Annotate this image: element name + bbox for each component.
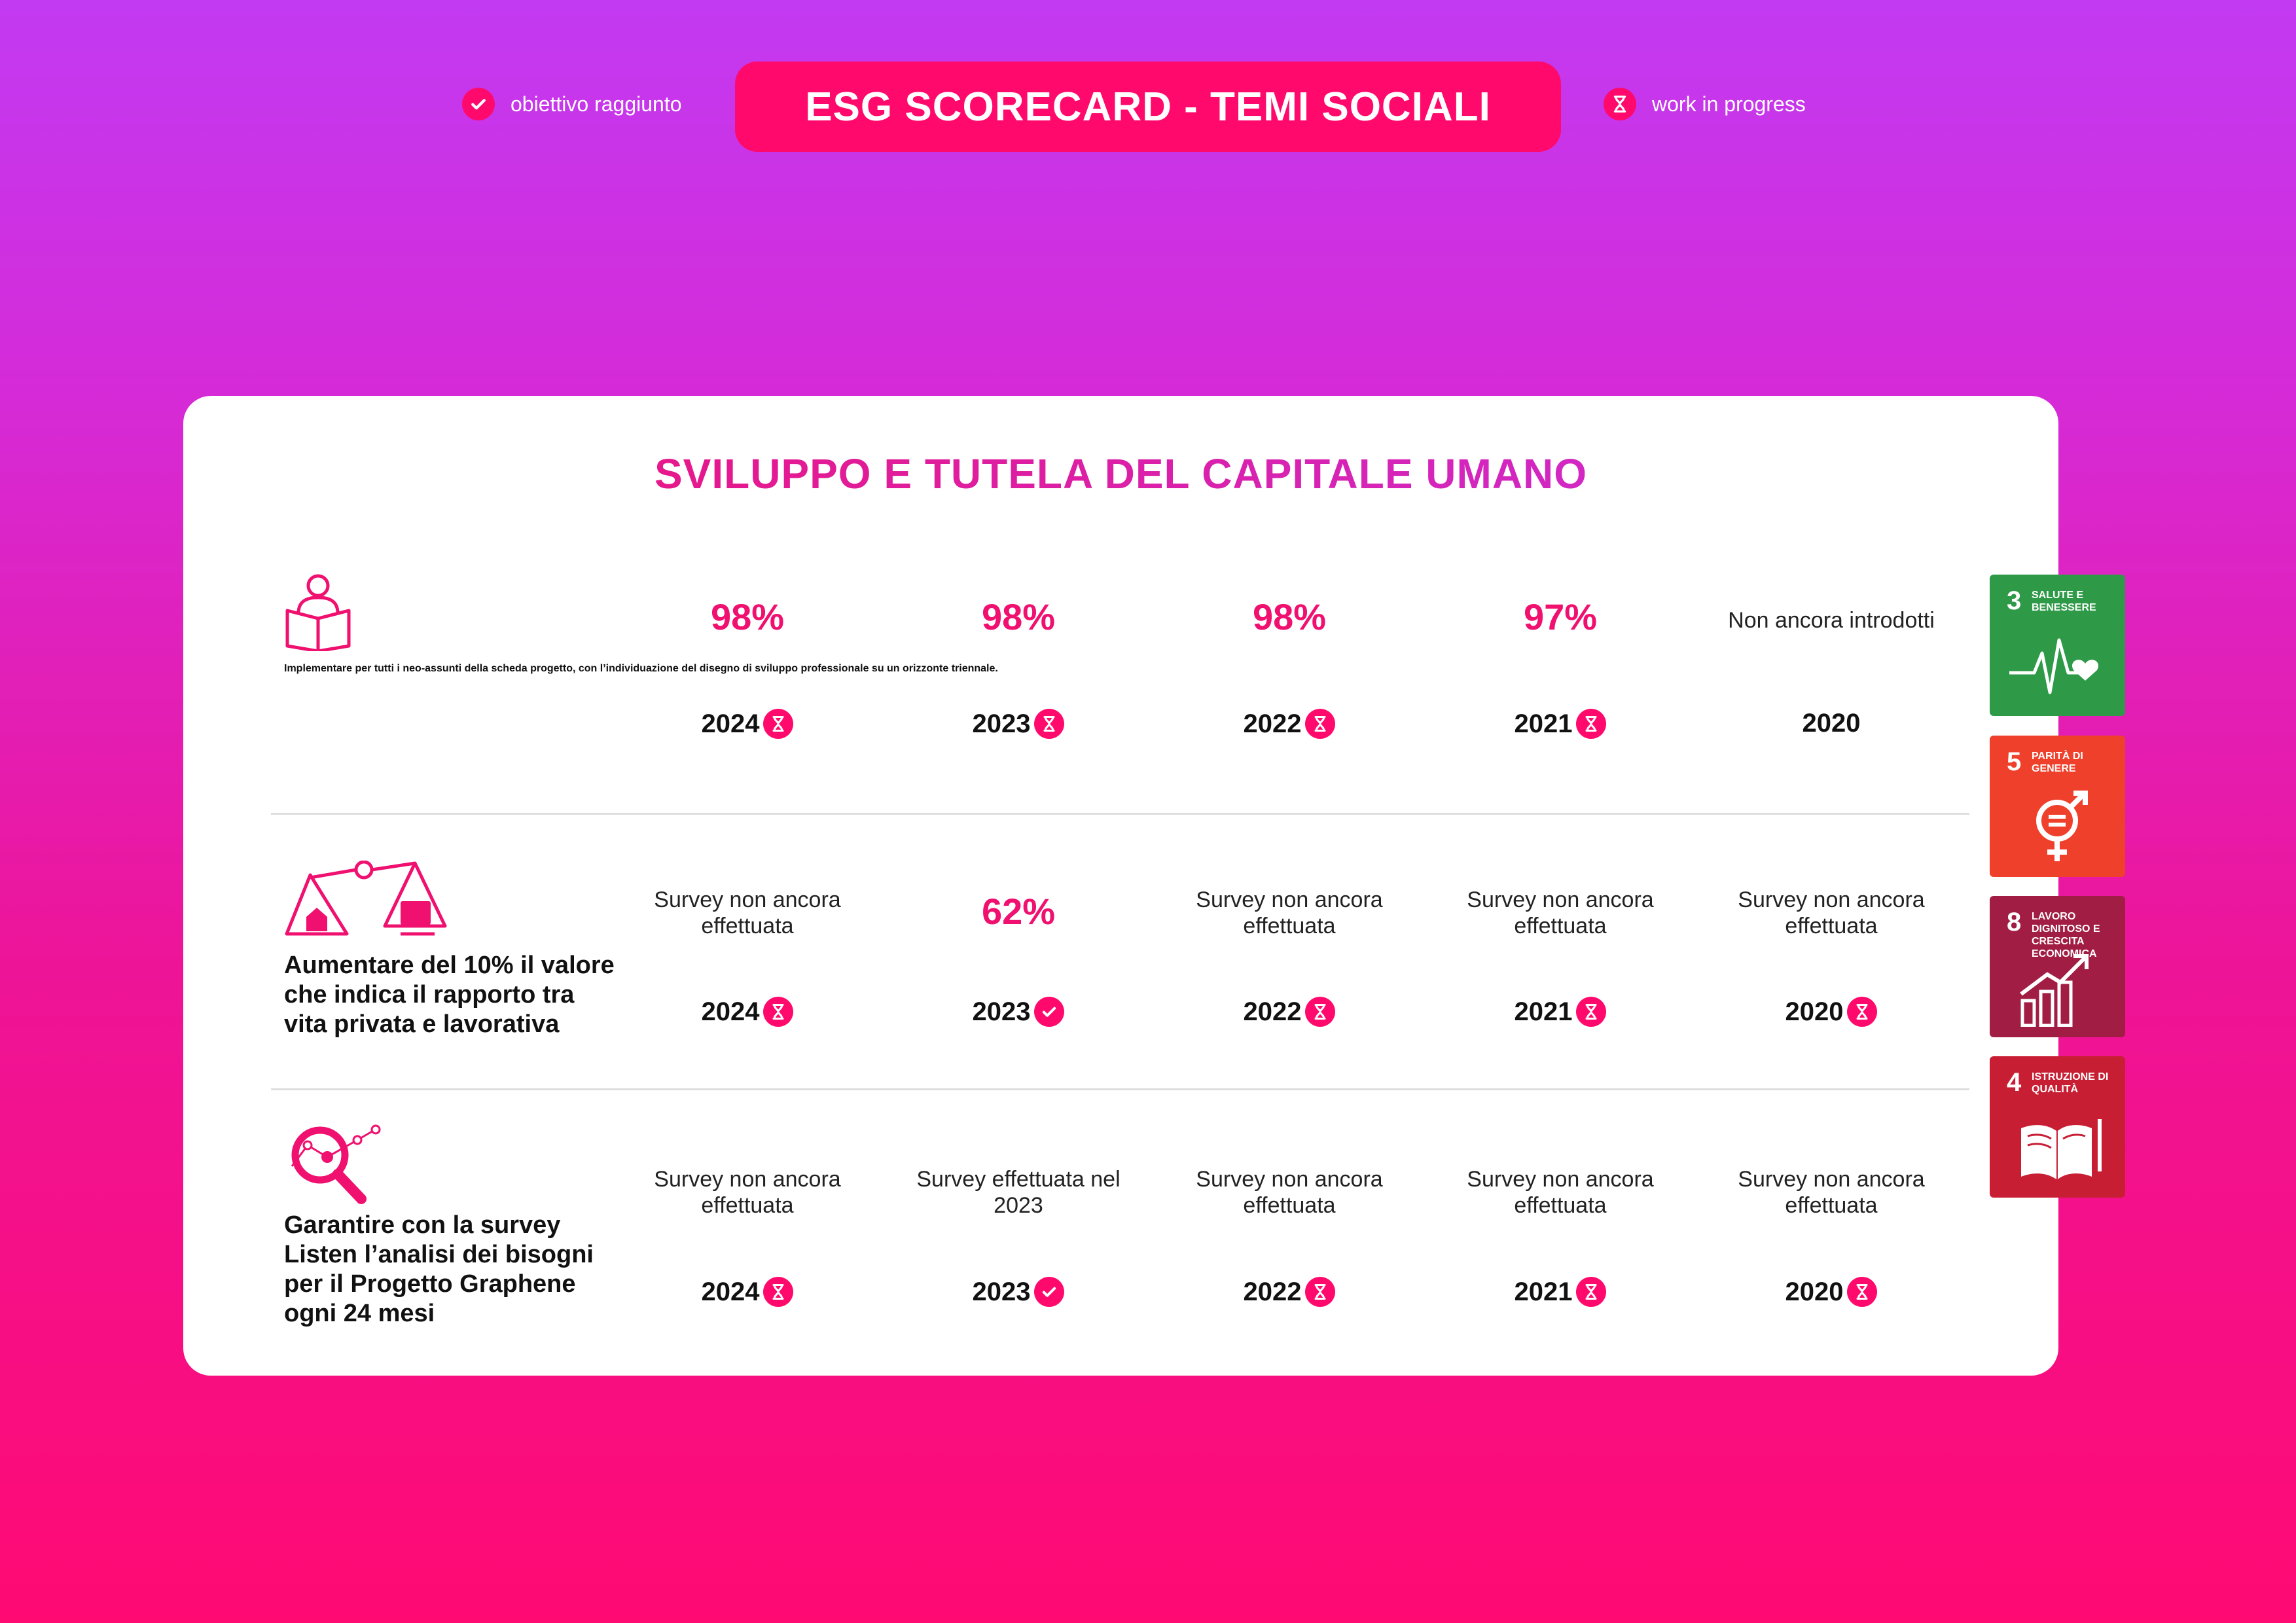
- growth-chart-icon: [2008, 948, 2106, 1027]
- kpi-value: Survey non ancora effettuata: [1467, 887, 1654, 938]
- card-title: SVILUPPO E TUTELA DEL CAPITALE UMANO: [183, 450, 2058, 498]
- hourglass-icon: [1847, 997, 1877, 1027]
- reader-book-icon: [284, 573, 356, 654]
- kpi-value: Survey non ancora effettuata: [1738, 887, 1925, 938]
- year-label: 2022: [1243, 709, 1302, 738]
- year-status: [1165, 997, 1414, 1027]
- year-label: 2024: [701, 709, 760, 738]
- year-status: [894, 997, 1143, 1027]
- year-label: 2022: [1243, 997, 1302, 1026]
- sdg-tile-3: [1990, 575, 2125, 716]
- year-label: 2024: [701, 1277, 760, 1306]
- year-label: 2021: [1514, 709, 1573, 738]
- check-icon: [462, 88, 495, 120]
- year-status: [623, 1277, 872, 1307]
- sdg-label: ISTRUZIONE DI QUALITÀ: [2032, 1071, 2109, 1095]
- sdg-number: 5: [2007, 747, 2022, 776]
- check-icon: [1034, 1277, 1064, 1307]
- legend-achieved: [462, 88, 682, 120]
- hourglass-icon: [763, 1277, 793, 1307]
- kpi-value: Non ancora introdotti: [1728, 608, 1935, 633]
- kpi-value: 62%: [981, 891, 1056, 932]
- year-status: [1436, 1277, 1685, 1307]
- year-label: 2022: [1243, 1277, 1302, 1306]
- gender-equality-icon: [2008, 788, 2106, 866]
- hourglass-icon: [1847, 1277, 1877, 1307]
- year-status: [1707, 1277, 1956, 1307]
- hourglass-icon: [1576, 997, 1606, 1027]
- hourglass-icon: [1034, 709, 1064, 739]
- work-life-balance-icon: [284, 861, 448, 942]
- kpi-value: Survey effettuata nel 2023: [916, 1167, 1121, 1218]
- sdg-number: 4: [2007, 1068, 2022, 1097]
- hourglass-icon: [1576, 709, 1606, 739]
- year-status: [623, 997, 872, 1027]
- year-status: [1707, 709, 1956, 738]
- hourglass-icon: [1576, 1277, 1606, 1307]
- check-icon: [1034, 997, 1064, 1027]
- year-label: 2023: [972, 709, 1031, 738]
- kpi-value: 98%: [981, 596, 1056, 637]
- objective-label: Aumentare del 10% il valore che indica il rapporto tra vita privata e lavorativa: [284, 952, 615, 1038]
- hourglass-icon: [1604, 88, 1636, 120]
- year-label: 2024: [701, 997, 760, 1026]
- hourglass-icon: [763, 709, 793, 739]
- row-divider: [271, 813, 1969, 815]
- sdg-label: LAVORO DIGNITOSO E CRESCITA ECONOMICA: [2032, 911, 2100, 959]
- sdg-tile-4: [1990, 1056, 2125, 1198]
- row-divider: [271, 1088, 1969, 1090]
- sdg-label: SALUTE E BENESSERE: [2032, 590, 2096, 613]
- year-status: [894, 709, 1143, 739]
- year-status: [1165, 1277, 1414, 1307]
- year-label: 2020: [1785, 997, 1844, 1026]
- year-label: 2020: [1802, 709, 1861, 738]
- heartbeat-icon: [2008, 627, 2106, 705]
- kpi-value: 98%: [1252, 596, 1327, 637]
- kpi-value: Survey non ancora effettuata: [1738, 1167, 1925, 1218]
- year-label: 2023: [972, 1277, 1031, 1306]
- year-label: 2020: [1785, 1277, 1844, 1306]
- sdg-number: 3: [2007, 586, 2022, 615]
- kpi-value: 98%: [710, 596, 785, 637]
- year-status: [1436, 997, 1685, 1027]
- kpi-value: Survey non ancora effettuata: [654, 1167, 841, 1218]
- year-status: [623, 709, 872, 739]
- year-label: 2023: [972, 997, 1031, 1026]
- year-status: [1165, 709, 1414, 739]
- kpi-value: 97%: [1523, 596, 1598, 637]
- kpi-value: Survey non ancora effettuata: [654, 887, 841, 938]
- sdg-number: 8: [2007, 908, 2022, 936]
- kpi-value: Survey non ancora effettuata: [1196, 887, 1383, 938]
- legend-progress: [1604, 88, 1806, 120]
- legend-progress-label: work in progress: [1652, 92, 1806, 116]
- year-status: [1436, 709, 1685, 739]
- magnifier-analysis-icon: [284, 1119, 389, 1207]
- open-book-icon: [2008, 1109, 2106, 1187]
- year-status: [894, 1277, 1143, 1307]
- page-title: ESG SCORECARD - TEMI SOCIALI: [735, 62, 1561, 152]
- sdg-tile-8: [1990, 896, 2125, 1037]
- legend-achieved-label: obiettivo raggiunto: [511, 92, 682, 116]
- sdg-tile-5: [1990, 736, 2125, 877]
- year-label: 2021: [1514, 997, 1573, 1026]
- sdg-label: PARITÀ DI GENERE: [2032, 751, 2083, 774]
- kpi-value: Survey non ancora effettuata: [1196, 1167, 1383, 1218]
- year-status: [1707, 997, 1956, 1027]
- scorecard-card: [183, 396, 2058, 1376]
- objective-label: Implementare per tutti i neo-assunti della scheda progetto, con l’individuazione del disegno di sviluppo professionale su un orizzonte triennale.: [284, 663, 998, 674]
- kpi-value: Survey non ancora effettuata: [1467, 1167, 1654, 1218]
- hourglass-icon: [763, 997, 793, 1027]
- hourglass-icon: [1305, 709, 1335, 739]
- hourglass-icon: [1305, 997, 1335, 1027]
- objective-label: Garantire con la survey Listen l’analisi dei bisogni per il Progetto Graphene ogni 24 mesi: [284, 1211, 594, 1327]
- year-label: 2021: [1514, 1277, 1573, 1306]
- hourglass-icon: [1305, 1277, 1335, 1307]
